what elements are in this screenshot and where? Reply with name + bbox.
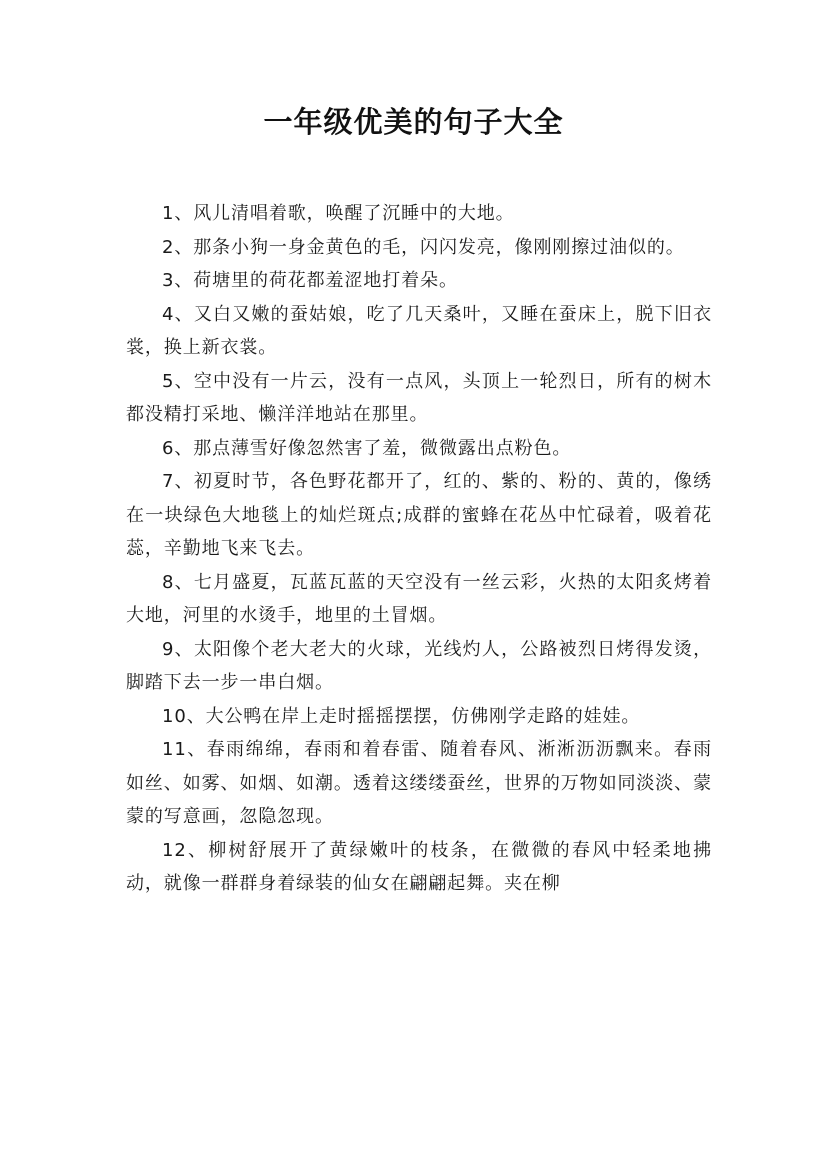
paragraph-10: 10、大公鸭在岸上走时摇摇摆摆，仿佛刚学走路的娃娃。 [162,705,641,727]
paragraph-5: 5、空中没有一片云，没有一点风，头顶上一轮烈日，所有的树木都没精打采地、懒洋洋地站在那里。 [126,370,712,425]
page-title: 一年级优美的句子大全 [263,105,564,139]
paragraph-4: 4、又白又嫩的蚕姑娘，吃了几天桑叶，又睡在蚕床上，脱下旧衣裳，换上新衣裳。 [126,303,712,358]
paragraph-1: 1、风儿清唱着歌，唤醒了沉睡中的大地。 [162,203,515,224]
paragraph-7: 7、初夏时节，各色野花都开了，红的、紫的、粉的、黄的，像绣在一块绿色大地毯上的灿烂斑点;成群的蜜蜂在花丛中忙碌着，吸着花蕊，辛勤地飞来飞去。 [126,471,712,559]
paragraph-12: 12、柳树舒展开了黄绿嫩叶的枝条，在微微的春风中轻柔地拂动，就像一群群身着绿装的仙女在翩翩起舞。夹在柳 [126,839,712,894]
paragraph-6: 6、那点薄雪好像忽然害了羞，微微露出点粉色。 [162,437,572,459]
paragraph-9: 9、太阳像个老大老大的火球，光线灼人，公路被烈日烤得发烫，脚踏下去一步一串白烟。 [126,638,712,693]
paragraph-2: 2、那条小狗一身金黄色的毛，闪闪发亮，像刚刚擦过油似的。 [162,236,685,258]
paragraph-8: 8、七月盛夏，瓦蓝瓦蓝的天空没有一丝云彩，火热的太阳炙烤着大地，河里的水烫手，地里的土冒烟。 [126,571,712,626]
paragraph-3: 3、荷塘里的荷花都羞涩地打着朵。 [162,270,458,291]
paragraph-11: 11、春雨绵绵，春雨和着春雷、随着春风、淅淅沥沥飘来。春雨如丝、如雾、如烟、如潮。透着这缕缕蚕丝，世界的万物如同淡淡、蒙蒙的写意画，忽隐忽现。 [126,739,712,827]
document-body [126,197,712,901]
